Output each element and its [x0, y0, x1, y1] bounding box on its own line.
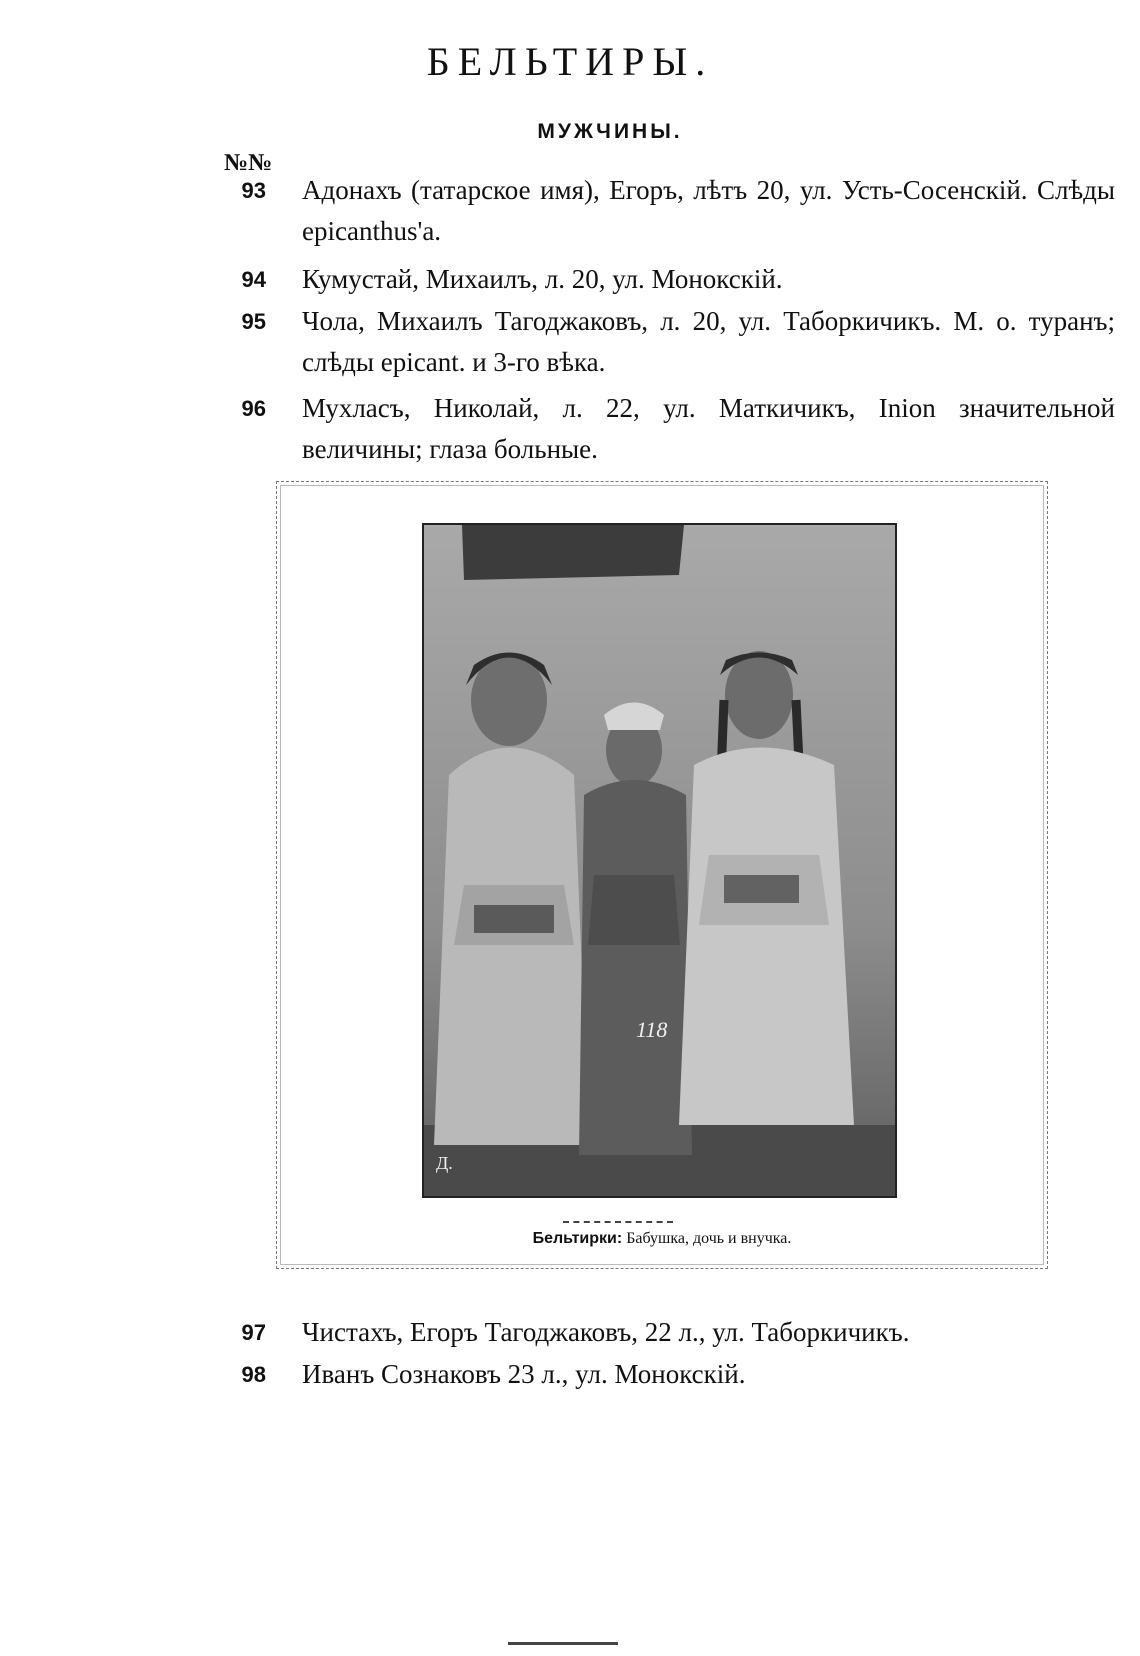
- figure-caption: [276, 1230, 1048, 1248]
- photo-monogram: Д.: [436, 1153, 453, 1173]
- entry-text: Адонахъ (татарское имя), Егоръ, лѣтъ 20, ул. Усть-Сосенскій. Слѣды epicanthus'a.: [302, 175, 1115, 246]
- caption-lead: Бельтирки:: [532, 1230, 623, 1247]
- entry-number: 94: [241, 267, 266, 292]
- number-column-heading: №№: [224, 150, 273, 176]
- photo-plate-number: 118: [636, 1017, 668, 1042]
- entry-number: 97: [241, 1320, 266, 1345]
- bottom-rule: [508, 1642, 618, 1645]
- entry-number: 95: [241, 309, 266, 334]
- entry-number: 93: [241, 178, 266, 203]
- entry-number: 98: [241, 1362, 266, 1387]
- entry-text: Чистахъ, Егоръ Тагоджаковъ, 22 л., ул. Таборкичикъ.: [302, 1317, 910, 1347]
- caption-rule: [563, 1221, 673, 1223]
- entry-text: Иванъ Сознаковъ 23 л., ул. Монокскій.: [302, 1359, 746, 1389]
- page-title: БЕЛЬТИРЫ.: [426, 39, 714, 84]
- entry-text: Мухласъ, Николай, л. 22, ул. Маткичикъ, Inion значительной величины; глаза больные.: [302, 393, 1115, 464]
- caption-text: Бабушка, дочь и внучка.: [622, 1230, 792, 1247]
- photo-illustration: [424, 525, 895, 1196]
- section-subtitle: МУЖЧИНЫ.: [537, 120, 683, 143]
- entry-number: 96: [241, 396, 266, 421]
- entry-text: Чола, Михаилъ Тагоджаковъ, л. 20, ул. Таборкичикъ. М. о. туранъ; слѣды epicant. и 3-го вѣка.: [302, 306, 1115, 377]
- entry-text: Кумустай, Михаилъ, л. 20, ул. Монокскій.: [302, 264, 783, 294]
- photo-three-women: [422, 523, 897, 1198]
